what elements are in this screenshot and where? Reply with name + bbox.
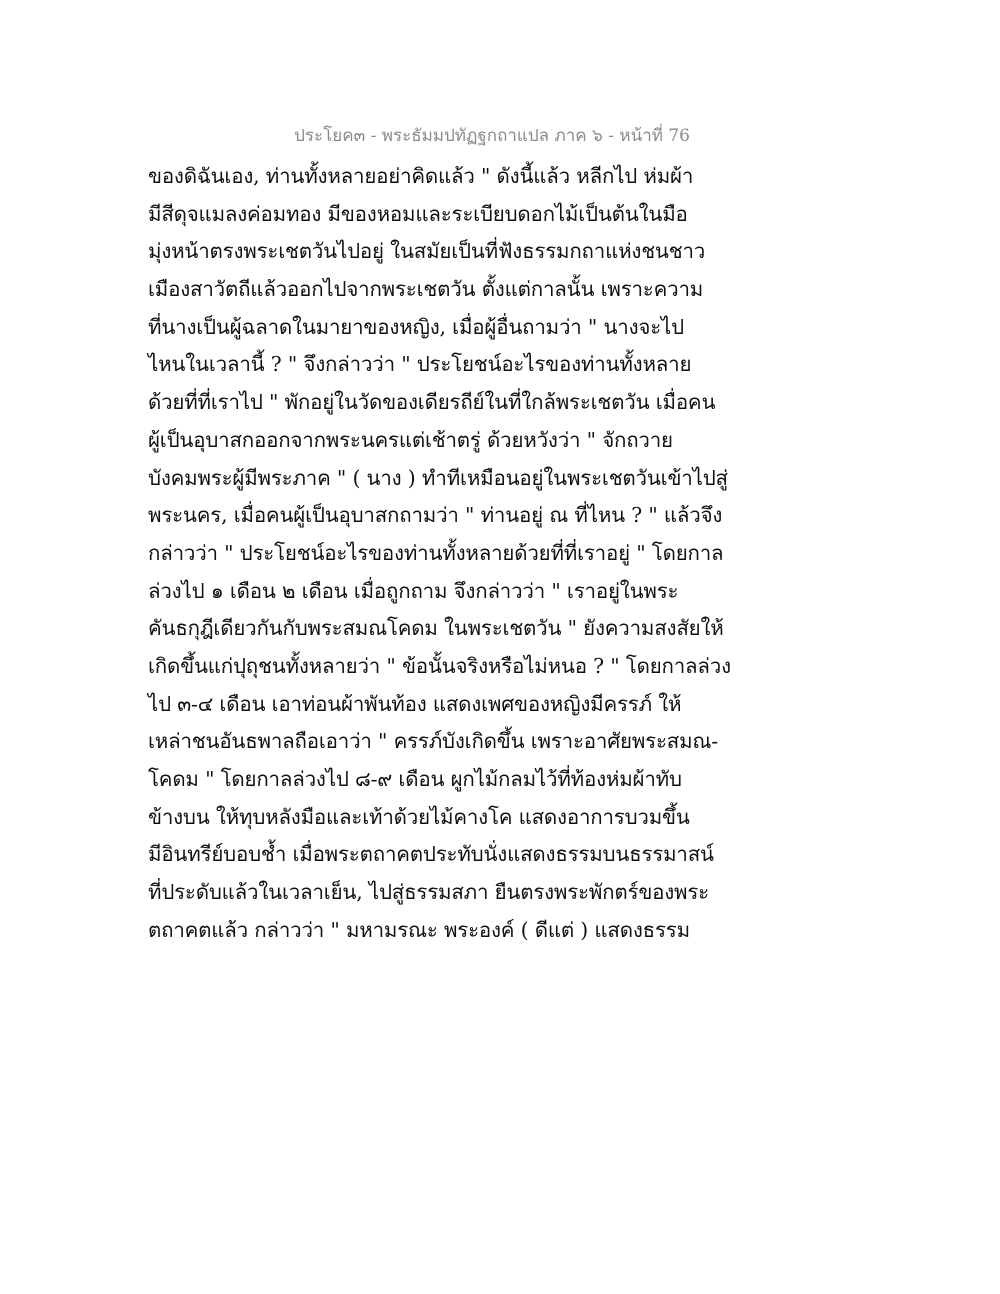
text-line: พระนคร, เมื่อคนผู้เป็นอุบาสกถามว่า " ท่านอยู่ ณ ที่ไหน ? " แล้วจึง [148, 503, 723, 528]
text-line: ผู้เป็นอุบาสกออกจากพระนครแต่เช้าตรู่ ด้วยหวังว่า " จักถวาย [148, 427, 673, 452]
text-line: ตถาคตแล้ว กล่าวว่า " มหามรณะ พระองค์ ( ดีแต่ ) แสดงธรรม [148, 917, 690, 942]
text-line: ที่ประดับแล้วในเวลาเย็น, ไปสู่ธรรมสภา ยืนตรงพระพักตร์ของพระ [148, 880, 709, 905]
text-line: ข้างบน ให้ทุบหลังมือและเท้าด้วยไม้คางโค แสดงอาการบวมขึ้น [148, 804, 690, 829]
text-line: บังคมพระผู้มีพระภาค " ( นาง ) ทำทีเหมือนอยู่ในพระเชตวันเข้าไปสู่ [148, 465, 728, 490]
text-line: เกิดขึ้นแก่ปุถุชนทั้งหลายว่า " ข้อนั้นจริงหรือไม่หนอ ? " โดยกาลล่วง [148, 653, 731, 678]
text-line: มีอินทรีย์บอบช้ำ เมื่อพระตถาคตประทับนั่งแสดงธรรมบนธรรมาสน์ [148, 842, 714, 867]
text-line: ของดิฉันเอง, ท่านทั้งหลายอย่าคิดแล้ว " ดังนี้แล้ว หลีกไป ห่มผ้า [148, 164, 694, 188]
text-line: กล่าวว่า " ประโยชน์อะไรของท่านทั้งหลายด้วยที่ที่เราอยู่ " โดยกาล [148, 540, 724, 565]
text-line: มุ่งหน้าตรงพระเชตวันไปอยู่ ในสมัยเป็นที่ฟังธรรมกถาแห่งชนชาว [148, 239, 706, 264]
text-line: โคดม " โดยกาลล่วงไป ๘-๙ เดือน ผูกไม้กลมไว้ที่ท้องห่มผ้าทับ [148, 767, 682, 791]
running-header: ประโยค๓ - พระธัมมปทัฏฐกถาแปล ภาค ๖ - หน้าที่ 76 [294, 126, 690, 146]
text-line: มีสีดุจแมลงค่อมทอง มีของหอมและระเบียบดอกไม้เป็นต้นในมือ [148, 201, 688, 226]
text-line: คันธกุฎีเดียวกันกับพระสมณโคดม ในพระเชตวัน " ยังความสงสัยให้ [148, 616, 724, 641]
text-line: เมืองสาวัตถีแล้วออกไปจากพระเชตวัน ตั้งแต่กาลนั้น เพราะความ [148, 277, 704, 302]
text-line: ไป ๓-๔ เดือน เอาท่อนผ้าพันท้อง แสดงเพศของหญิงมีครรภ์ ให้ [148, 691, 682, 716]
text-line: ด้วยที่ที่เราไป " พักอยู่ในวัดของเดียรถีย์ในที่ใกล้พระเชตวัน เมื่อคน [148, 390, 716, 415]
text-line: ไหนในเวลานี้ ? " จึงกล่าวว่า " ประโยชน์อะไรของท่านทั้งหลาย [148, 352, 692, 377]
text-line: เหล่าชนอันธพาลถือเอาว่า " ครรภ์บังเกิดขึ้น เพราะอาศัยพระสมณ- [148, 729, 718, 754]
body-text [148, 158, 731, 949]
text-line: ล่วงไป ๑ เดือน ๒ เดือน เมื่อถูกถาม จึงกล่าวว่า " เราอยู่ในพระ [148, 578, 679, 603]
text-line: ที่นางเป็นผู้ฉลาดในมายาของหญิง, เมื่อผู้อื่นถามว่า " นางจะไป [148, 314, 684, 339]
